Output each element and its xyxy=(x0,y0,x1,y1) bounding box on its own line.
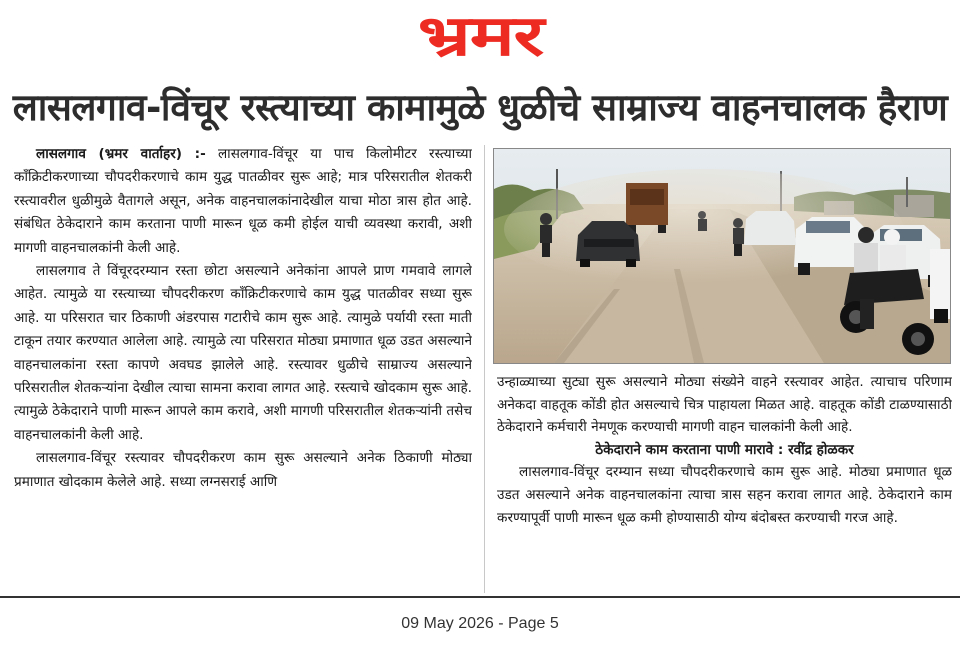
article-continuation: उन्हाळ्याच्या सुट्या सुरू असल्याने मोठ्या संख्येने वाहने रस्त्यावर आहेत. त्याचाच परिणाम अनेकदा वाहतूक कोंडी होत असल्याचे चित्र पाहायला मिळत आहे. वाहतूक कोंडी टाळण्यासाठी ठेकेदाराने कर्मचारी नेमणूक करण्याची मागणी वाहन चालकांनी केली आहे. xyxy=(497,374,952,436)
article-paragraph-1 xyxy=(14,143,472,260)
article-paragraph-1-text: लासलगाव-विंचूर या पाच किलोमीटर रस्त्याच्या काँक्रिटीकरणाच्या चौपदरीकरणाचे काम युद्ध पातळीवर सुरू आहे; मात्र परिसरातील शेतकरी रस्त्यावरील धुळीमुळे वैतागले असून, अनेक वाहनचालकांनादेखील याचा मोठा त्रास होत आहे. संबंधित ठेकेदाराने काम करताना पाणी मारून धूळ कमी होईल याची व्यवस्था करावी, अशी मागणी वाहनचालकांनी केली आहे. xyxy=(14,146,472,256)
article-headline: लासलगाव-विंचूर रस्त्याच्या कामामुळे धुळीचे साम्राज्य वाहनचालक हैराण xyxy=(12,86,948,129)
article-subhead: ठेकेदाराने काम करताना पाणी मारावे : रवींद्र होळकर xyxy=(595,441,854,458)
article-right-column xyxy=(497,371,952,593)
article-byline: लासलगाव (भ्रमर वार्ताहर) :- xyxy=(36,146,206,162)
article-paragraph-2: लासलगाव ते विंचूरदरम्यान रस्ता छोटा असल्याने अनेकांना आपले प्राण गमवावे लागले आहेत. त्यामुळे या रस्त्याच्या चौपदरीकरण काँक्रिटीकरणाचे काम युद्ध पातळीवर सध्या सुरू आहे. या परिसरात चार ठिकाणी अंडरपास गटारीचे काम सुरू आहे. त्यामुळे पर्यायी रस्ता माती टाकून तयार करण्यात आलेला आहे. त्यामुळे त्या परिसरात मोठ्या प्रमाणात धूळ उडत असल्याने वाहनचालकांना रस्ता कापणे अवघड झालेले आहे. रस्त्यावर धुळीचे साम्राज्य असल्याने परिसरातील शेतकऱ्यांना देखील त्याचा सामना करावा लागत आहे. रस्त्याचे खोदकाम सुरू आहे. त्यामुळे ठेकेदाराने पाणी मारून आपले काम करावे, अशी मागणी परिसरातील शेतकऱ्यांनी तसेच वाहनचालकांनी केली आहे. xyxy=(14,263,472,443)
page-footer: 09 May 2026 - Page 5 xyxy=(401,615,559,632)
road-dust-traffic-photo xyxy=(493,148,951,364)
footer-rule xyxy=(0,596,960,598)
article-paragraph-3: लासलगाव-विंचूर रस्त्यावर चौपदरीकरण काम सुरू असल्याने अनेक ठिकाणी मोठ्या प्रमाणात खोदकाम केलेले आहे. सध्या लग्नसराई आणि xyxy=(14,450,472,490)
column-divider xyxy=(484,145,485,593)
article-closing-paragraph: लासलगाव-विंचूर दरम्यान सध्या चौपदरीकरणाचे काम सुरू आहे. मोठ्या प्रमाणात धूळ उडत असल्याने अनेक वाहनचालकांना त्याचा त्रास सहन करावा लागत आहे. ठेकेदाराने काम करण्यापूर्वी पाणी मारून धूळ कमी होण्यासाठी योग्य बंदोबस्त करण्याची गरज आहे. xyxy=(497,464,952,526)
article-left-column xyxy=(14,143,472,591)
newspaper-logo: भ्रमर xyxy=(417,4,543,69)
masthead xyxy=(0,0,960,70)
